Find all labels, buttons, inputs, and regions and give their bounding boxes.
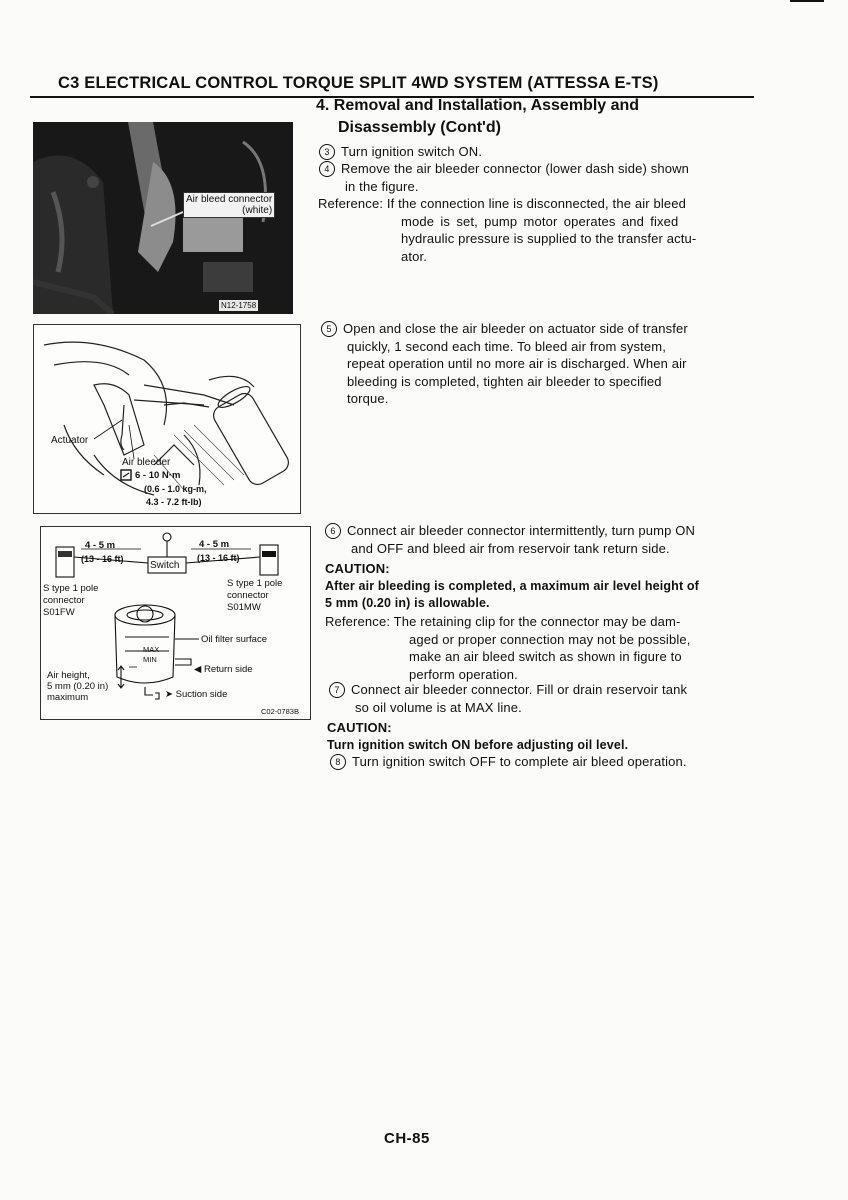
air-bleeder-drawing: [33, 324, 301, 514]
figure-3-code: C02-0783B: [261, 707, 299, 716]
right-connector-line-2: connector: [227, 590, 269, 601]
left-connector-line-1: S type 1 pole: [43, 583, 99, 594]
reference-2-label: Reference:: [325, 614, 391, 629]
caution-2-line-1: Turn ignition switch ON before adjusting oil level.: [327, 737, 629, 752]
left-connector-line-3: S01FW: [43, 607, 75, 618]
reference-1-line-3: hydraulic pressure is supplied to the transfer actu-: [401, 231, 697, 246]
caution-1-line-1: After air bleeding is completed, a maximum air level height of: [325, 578, 699, 593]
step-7: [329, 681, 769, 716]
step-4-line-1: Remove the air bleeder connector (lower dash side) shown: [341, 161, 690, 176]
right-connector-line-3: S01MW: [227, 602, 261, 613]
right-length: 4 - 5 m: [199, 539, 230, 550]
air-bleed-connector-label-line-2: (white): [242, 205, 273, 216]
step-4-number: 4: [319, 161, 335, 177]
reference-2: [325, 613, 765, 683]
air-height-line-2: 5 mm (0.20 in): [47, 681, 109, 692]
air-bleed-connector-photo: [33, 122, 293, 314]
left-connector-label: [43, 583, 98, 619]
left-connector-line-2: connector: [43, 595, 85, 606]
step-5-line-4: bleeding is completed, tighten air bleeder to specified: [347, 373, 662, 389]
arrow-right-icon: ➤: [165, 689, 173, 700]
step-6-line-1: Connect air bleeder connector intermittently, turn pump ON: [347, 523, 696, 538]
torque-value-kgm: (0.6 - 1.0 kg-m,: [144, 484, 207, 494]
reference-1-line-1: If the connection line is disconnected, the air bleed: [386, 196, 687, 211]
caution-2: [327, 719, 767, 754]
step-5: [321, 320, 761, 408]
suction-side-label: [165, 689, 227, 700]
step-6-line-2: and OFF and bleed air from reservoir tank return side.: [351, 540, 670, 556]
max-label: MAX: [143, 645, 160, 654]
air-bleeder-label: Air bleeder: [122, 457, 171, 468]
section-title-line-2: Disassembly (Cont'd): [338, 119, 501, 136]
reference-1-label: Reference:: [318, 196, 384, 211]
return-side-label: [194, 664, 253, 675]
right-connector-line-1: S type 1 pole: [227, 578, 283, 589]
reference-2-line-2: aged or proper connection may not be possible,: [409, 631, 691, 647]
figure-1-code: N12-1758: [221, 301, 257, 310]
step-8-text: Turn ignition switch OFF to complete air bleed operation.: [352, 754, 687, 769]
air-bleed-connector-label: [183, 192, 275, 218]
right-connector-label: [227, 578, 282, 614]
air-height-label: [47, 670, 108, 703]
step-3: [319, 143, 482, 161]
actuator-label: Actuator: [51, 435, 89, 446]
left-length-ft: (13 - 16 ft): [81, 554, 124, 564]
step-8-number: 8: [330, 754, 346, 770]
caution-1: [325, 560, 765, 613]
oil-filter-surface-label: Oil filter surface: [201, 634, 267, 645]
section-title-line-1: 4. Removal and Installation, Assembly and: [316, 97, 640, 114]
caution-1-line-2: 5 mm (0.20 in) is allowable.: [325, 596, 490, 610]
step-7-line-2: so oil volume is at MAX line.: [355, 699, 522, 715]
step-5-line-2: quickly, 1 second each time. To bleed air from system,: [347, 338, 667, 354]
suction-side-text: Suction side: [175, 689, 228, 700]
reference-1: [318, 195, 760, 265]
torque-value-ftlb: 4.3 - 7.2 ft-lb): [146, 497, 202, 507]
return-side-text: Return side: [203, 664, 253, 675]
right-length-ft: (13 - 16 ft): [197, 553, 240, 563]
left-length: 4 - 5 m: [85, 540, 116, 551]
corner-mark: [790, 0, 824, 2]
switch-label: Switch: [150, 560, 180, 571]
step-3-text: Turn ignition switch ON.: [341, 144, 483, 159]
section-title: [316, 95, 746, 139]
air-height-line-3: maximum: [47, 692, 89, 703]
step-6-number: 6: [325, 523, 341, 539]
min-label: MIN: [143, 655, 157, 664]
photo-illustration: [33, 122, 293, 314]
step-5-line-1: Open and close the air bleeder on actuator side of transfer: [343, 321, 688, 336]
reference-2-line-3: make an air bleed switch as shown in figure to: [409, 649, 682, 664]
step-3-number: 3: [319, 144, 335, 160]
air-bleed-connector-label-line-1: Air bleed connector: [186, 194, 273, 205]
step-4-line-2: in the figure.: [345, 178, 419, 194]
caution-1-label: CAUTION:: [325, 561, 390, 576]
reference-2-line-4: perform operation.: [409, 666, 518, 682]
arrow-left-icon: ◀: [194, 664, 202, 675]
reference-1-line-4: ator.: [401, 248, 428, 264]
step-5-number: 5: [321, 321, 337, 337]
reference-1-line-2: mode is set, pump motor operates and fixed: [401, 213, 679, 229]
caution-2-label: CAUTION:: [327, 720, 392, 735]
air-bleed-switch-diagram: [40, 526, 311, 720]
step-7-line-1: Connect air bleeder connector. Fill or drain reservoir tank: [351, 682, 688, 697]
reference-2-line-1: The retaining clip for the connector may be dam-: [393, 614, 681, 629]
page-number: CH-85: [384, 1130, 430, 1147]
page-header-title: C3 ELECTRICAL CONTROL TORQUE SPLIT 4WD SYSTEM (ATTESSA E-TS): [58, 74, 659, 92]
step-4: [319, 160, 759, 195]
air-height-line-1: Air height,: [47, 670, 90, 681]
step-5-line-5: torque.: [347, 391, 389, 406]
step-5-line-3: repeat operation until no more air is discharged. When air: [347, 356, 687, 371]
step-7-number: 7: [329, 682, 345, 698]
step-6: [325, 522, 765, 557]
step-8: [330, 753, 770, 771]
torque-value-newton: 6 - 10 N·m: [135, 470, 181, 481]
